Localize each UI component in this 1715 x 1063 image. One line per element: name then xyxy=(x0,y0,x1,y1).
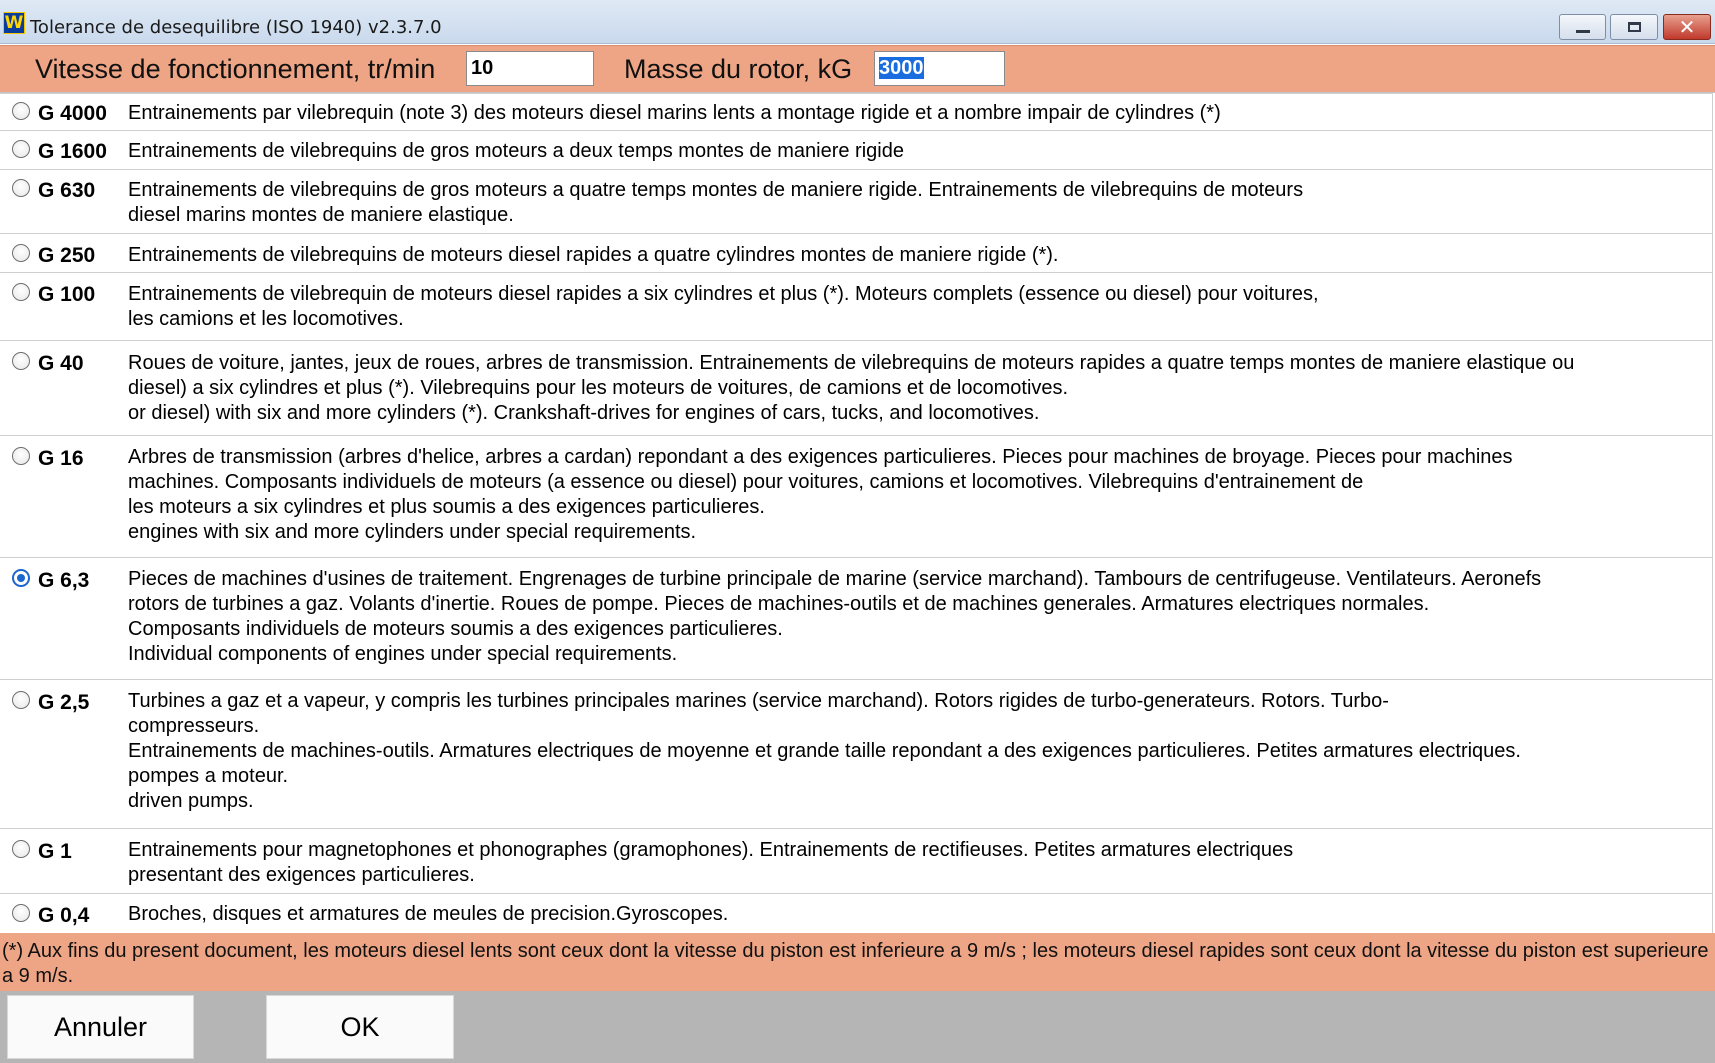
grade-description: Arbres de transmission (arbres d'helice, arbres a cardan) repondant a des exigences particulieres. Pieces pour machines de broyage. Pieces pour machines machines. Composants individuels de moteurs (a essence ou diesel) pour voitures, camions et locomotives. Vilebrequins d'entrainement de les moteurs a six cylindres et plus soumis a des exigences particulieres. engines with six and more cylinders under special requirements. xyxy=(128,446,1513,543)
grade-description: Entrainements de vilebrequins de gros moteurs a deux temps montes de maniere rigide xyxy=(128,140,904,162)
grade-label: G 2,5 xyxy=(38,691,90,714)
close-button[interactable] xyxy=(1663,14,1711,40)
speed-label: Vitesse de fonctionnement, tr/min xyxy=(35,54,436,84)
grade-row-g0-4[interactable] xyxy=(0,894,1713,933)
grade-row-g1[interactable] xyxy=(0,829,1713,894)
grade-description: Entrainements par vilebrequin (note 3) des moteurs diesel marins lents a montage rigide et a nombre impair de cylindres (*) xyxy=(128,102,1221,124)
title-bar[interactable] xyxy=(0,0,1715,44)
minimize-icon xyxy=(1576,30,1590,33)
grade-label: G 4000 xyxy=(38,102,107,125)
mass-label: Masse du rotor, kG xyxy=(624,54,853,84)
grade-label: G 40 xyxy=(38,352,84,375)
footnote: (*) Aux fins du present document, les moteurs diesel lents sont ceux dont la vitesse du piston est inferieure a 9 m/s ; les moteurs diesel rapides sont ceux dont la vitesse du piston est superieure a 9 m/s. xyxy=(0,933,1715,991)
grade-row-g6-3[interactable] xyxy=(0,558,1713,680)
ok-button[interactable]: OK xyxy=(266,995,454,1059)
window-title: Tolerance de desequilibre (ISO 1940) v2.3.7.0 xyxy=(30,17,442,38)
grade-label: G 16 xyxy=(38,447,84,470)
grade-description: Entrainements de vilebrequins de gros moteurs a quatre temps montes de maniere rigide. Entrainements de vilebrequins de moteurs diesel marins montes de maniere elastique. xyxy=(128,179,1304,226)
maximize-button[interactable] xyxy=(1610,14,1658,40)
grade-label: G 1600 xyxy=(38,140,107,163)
close-icon: ✕ xyxy=(1678,15,1696,39)
grade-row-g4000[interactable] xyxy=(0,93,1713,131)
button-bar xyxy=(0,991,1715,1063)
app-logo-icon: W xyxy=(4,13,24,33)
grade-label: G 250 xyxy=(38,244,96,267)
radio-button[interactable] xyxy=(12,283,30,301)
radio-button[interactable] xyxy=(12,691,30,709)
grade-row-g16[interactable] xyxy=(0,436,1713,558)
grade-row-g100[interactable] xyxy=(0,273,1713,341)
grade-description: Entrainements de vilebrequins de moteurs diesel rapides a quatre cylindres montes de maniere rigide (*). xyxy=(128,244,1059,266)
radio-button[interactable] xyxy=(12,179,30,197)
radio-button[interactable] xyxy=(12,840,30,858)
mass-input[interactable] xyxy=(874,51,1005,86)
radio-button[interactable] xyxy=(12,244,30,262)
grade-label: G 100 xyxy=(38,283,96,306)
minimize-button[interactable] xyxy=(1559,14,1606,40)
grade-label: G 6,3 xyxy=(38,569,90,592)
grade-label: G 0,4 xyxy=(38,904,90,927)
radio-button[interactable] xyxy=(12,904,30,922)
grade-row-g630[interactable] xyxy=(0,170,1713,234)
radio-button[interactable] xyxy=(12,102,30,120)
grade-row-g2-5[interactable] xyxy=(0,680,1713,829)
maximize-icon xyxy=(1628,22,1641,32)
grade-description: Entrainements de vilebrequin de moteurs diesel rapides a six cylindres et plus (*). Moteurs complets (essence ou diesel) pour voitures, les camions et les locomotives. xyxy=(128,283,1319,330)
speed-input[interactable]: 10 xyxy=(466,51,594,86)
mass-input-selected-text: 3000 xyxy=(879,57,924,79)
parameters-header xyxy=(0,45,1715,93)
grade-row-g40[interactable] xyxy=(0,341,1713,436)
radio-button[interactable] xyxy=(12,447,30,465)
grade-label: G 1 xyxy=(38,840,72,863)
radio-button[interactable] xyxy=(12,352,30,370)
grade-description: Entrainements pour magnetophones et phonographes (gramophones). Entrainements de rectifieuses. Petites armatures electriques presentant des exigences particulieres. xyxy=(128,839,1294,886)
grade-description: Pieces de machines d'usines de traitement. Engrenages de turbine principale de marine (service marchand). Tambours de centrifugeuse. Ventilateurs. Aeronefs rotors de turbines a gaz. Volants d'inertie. Roues de pompe. Pieces de machines-outils et de machines generales. Armatures electriques normales. Composants individuels de moteurs soumis a des exigences particulieres. Individual components of engines under special requirements. xyxy=(128,568,1542,665)
radio-button[interactable] xyxy=(12,140,30,158)
radio-button-selected[interactable] xyxy=(12,569,30,587)
grade-description: Turbines a gaz et a vapeur, y compris les turbines principales marines (service marchand). Rotors rigides de turbo-generateurs. Rotors. Turbo- compresseurs. Entrainements de machines-outils. Armatures electriques de moyenne et grande taille repondant a des exigences particulieres. Petites armatures electriques. pompes a moteur. driven pumps. xyxy=(128,690,1521,812)
grade-description: Broches, disques et armatures de meules de precision.Gyroscopes. xyxy=(128,903,729,925)
grade-row-g250[interactable] xyxy=(0,234,1713,273)
grade-label: G 630 xyxy=(38,179,96,202)
cancel-button[interactable]: Annuler xyxy=(7,995,194,1059)
grade-description: Roues de voiture, jantes, jeux de roues, arbres de transmission. Entrainements de vilebrequins de moteurs rapides a quatre temps montes de maniere elastique ou diesel) a six cylindres et plus (*). Vilebrequins pour les moteurs de voitures, de camions et de locomotives. or diesel) with six and more cylinders (*). Crankshaft-drives for engines of cars, tucks, and locomotives. xyxy=(128,352,1575,424)
grade-row-g1600[interactable] xyxy=(0,131,1713,170)
